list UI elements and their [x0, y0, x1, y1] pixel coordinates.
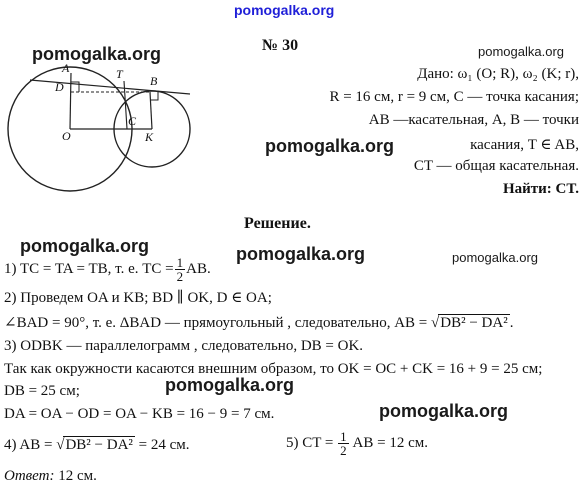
sqrt-radicand: DB² − DA² [65, 437, 133, 453]
solution-step-1 [4, 256, 211, 283]
watermark-solution-left: pomogalka.org [20, 236, 150, 256]
step-2b-end: . [509, 315, 514, 331]
fraction-one-half [338, 430, 349, 457]
label-c: C [128, 114, 137, 128]
label-d: D [55, 80, 64, 94]
step-4-text: 4) AB = [4, 437, 53, 453]
solution-step-2b [4, 313, 513, 332]
given-line-3: AB —касательная, A, B — точки [368, 112, 579, 128]
solution-step-5 [286, 430, 428, 457]
step-2b-text: ∠BAD = 90°, т. е. ΔBAD — прямоугольный , следовательно, AB = [4, 315, 428, 331]
label-o: O [62, 129, 71, 143]
given-line-5: CT — общая касательная. [413, 158, 579, 174]
solution-step-2: 2) Проведем OA и KB; BD ∥ OK, D ∈ OA; [4, 290, 272, 306]
fraction-numerator: 1 [176, 255, 184, 270]
right-angle-b [150, 92, 158, 100]
segment-kb [150, 92, 152, 129]
answer-line [4, 468, 97, 485]
given-line-2: R = 16 см, r = 9 см, C — точка касания; [329, 89, 579, 105]
problem-number: № 30 [262, 37, 299, 54]
given-line-1: Дано: ω₁ (O; R), ω₂ (K; r), [417, 66, 579, 82]
fraction-denominator: 2 [176, 269, 184, 284]
watermark-given-mid: pomogalka.org [265, 136, 395, 156]
watermark-mid: pomogalka.org [165, 375, 295, 395]
step-1-end: AB. [186, 260, 211, 277]
find-line: Найти: CT. [502, 181, 579, 197]
answer-label: Ответ: [4, 468, 55, 484]
watermark-solution-right: pomogalka.org [452, 250, 538, 265]
fraction-numerator: 1 [340, 429, 347, 444]
solution-step-3d: DA = OA − OD = OA − KB = 16 − 9 = 7 см. [4, 406, 275, 422]
solution-step-4 [4, 436, 190, 454]
step-1-text: 1) TC = TA = TB, т. е. TC = [4, 260, 174, 277]
watermark-top: pomogalka.org [234, 2, 335, 18]
watermark-diagram: pomogalka.org [32, 44, 162, 64]
sqrt-icon: √ [431, 315, 440, 331]
fraction-one-half [175, 256, 186, 283]
solution-step-3c: DB = 25 см; [4, 383, 80, 399]
segment-oa [70, 73, 71, 129]
watermark-solution-mid: pomogalka.org [236, 244, 366, 264]
label-k: K [145, 130, 154, 144]
solution-step-3: 3) ODBK — параллелограмм , следовательно, DB = OK. [4, 338, 364, 354]
sqrt-icon: √ [56, 437, 65, 453]
solution-heading: Решение. [244, 215, 311, 232]
given-line-4: касания, T ∈ AB, [470, 137, 579, 153]
fraction-denominator: 2 [340, 443, 347, 458]
step-4-end: = 24 см. [138, 437, 190, 453]
solution-step-3b: Так как окружности касаются внешним образом, то OK = OC + CK = 16 + 9 = 25 см; [4, 361, 543, 377]
answer-value: 12 см. [58, 468, 97, 484]
geometry-diagram [0, 58, 205, 198]
sqrt-radicand: DB² − DA² [440, 315, 508, 331]
step-5-end: AB = 12 см. [352, 434, 428, 451]
label-b: B [150, 74, 158, 88]
watermark-lower: pomogalka.org [379, 401, 509, 421]
step-5-text: 5) CT = [286, 434, 334, 451]
label-t: T [116, 67, 123, 81]
label-a: A [62, 61, 70, 75]
watermark-given-top: pomogalka.org [478, 44, 564, 59]
